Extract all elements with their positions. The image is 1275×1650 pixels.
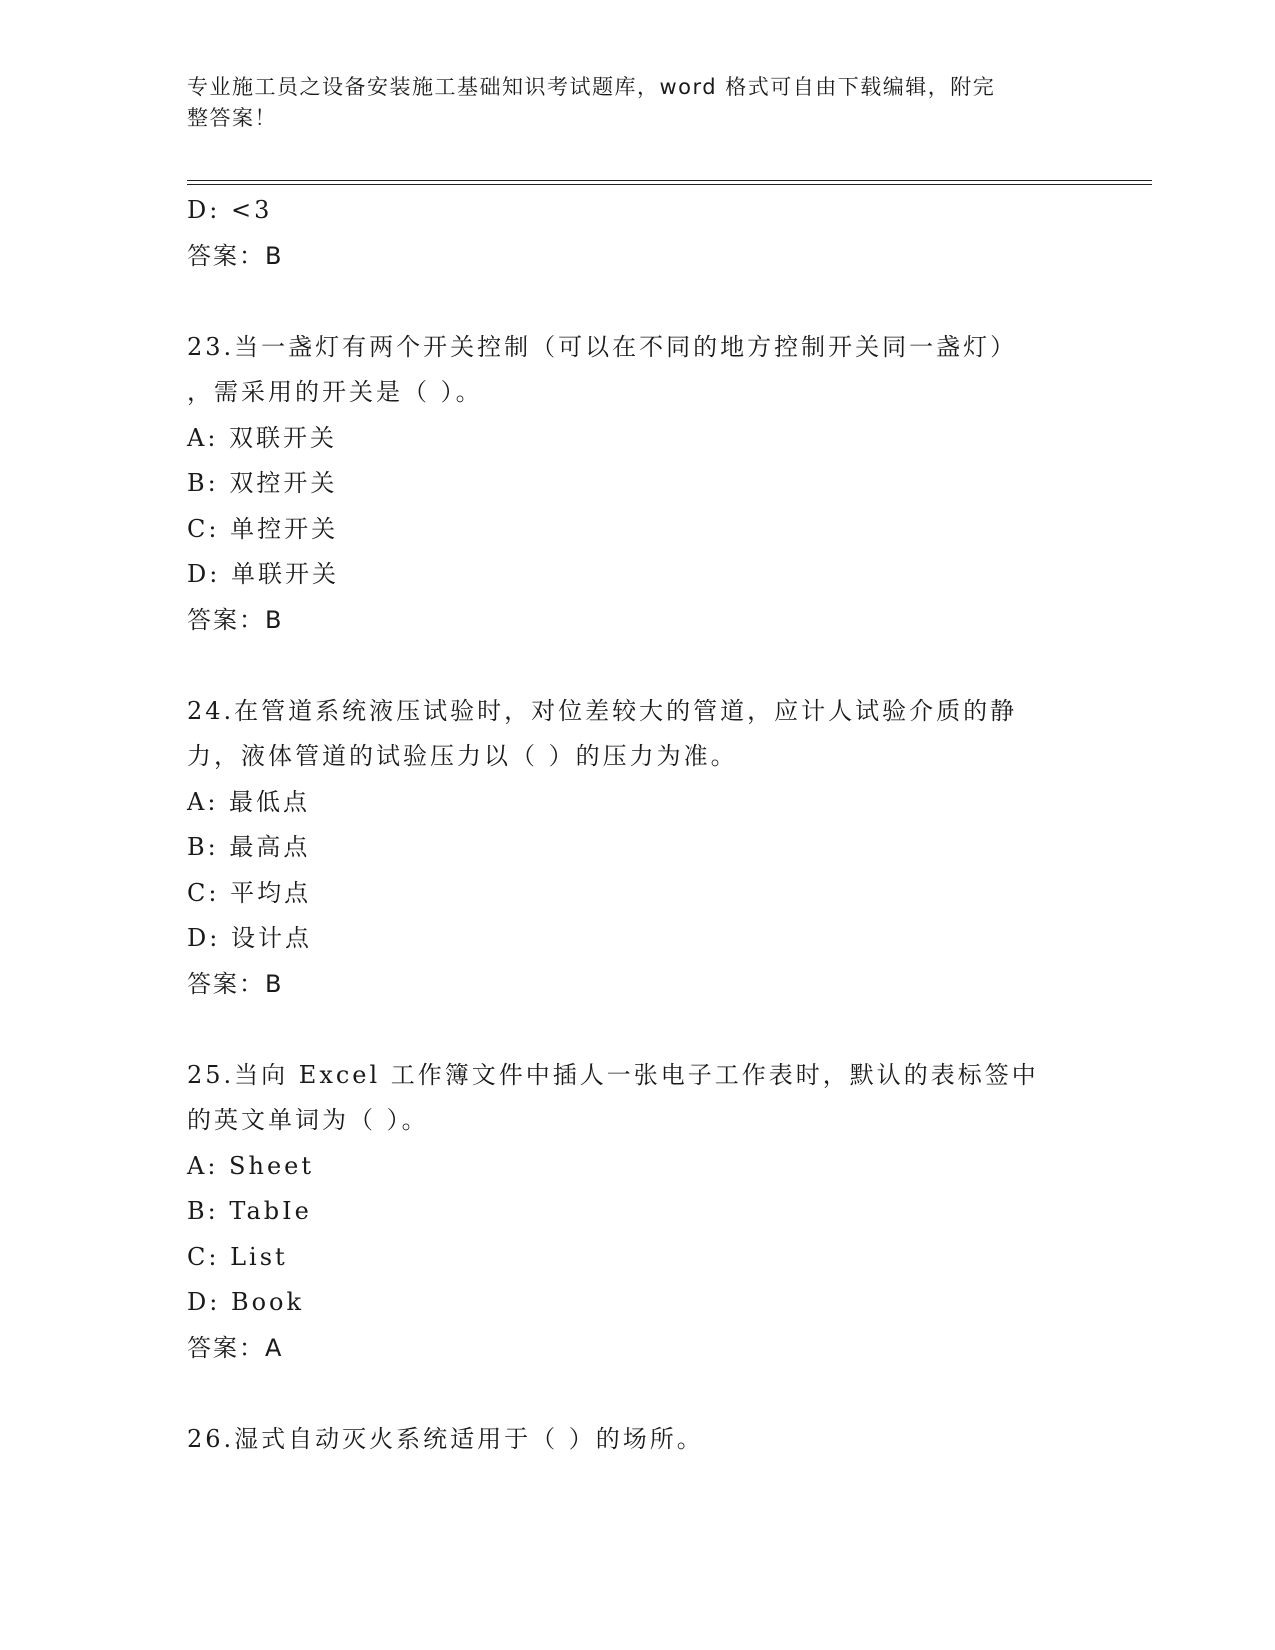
option-a: A: Sheet xyxy=(187,1151,314,1180)
header-divider-bottom xyxy=(187,184,1152,185)
spacer xyxy=(187,1007,1087,1053)
question-text-line-2: ，需采用的开关是（ ）。 xyxy=(187,378,483,406)
option-c: C: 平均点 xyxy=(187,878,312,907)
question-text-line-2: 的英文单词为（ ）。 xyxy=(187,1106,429,1134)
option-c: C: 单控开关 xyxy=(187,514,339,543)
question-text-line-1: 26.湿式自动灭火系统适用于（ ）的场所。 xyxy=(187,1424,704,1453)
option-d: D: Book xyxy=(187,1288,305,1316)
answer: 答案：B xyxy=(187,969,284,998)
question-26 xyxy=(187,1417,1087,1463)
question-content xyxy=(187,188,1087,1462)
header-line-1: 专业施工员之设备安装施工基础知识考试题库，word 格式可自由下载编辑，附完 xyxy=(187,75,996,99)
option-d: D: 设计点 xyxy=(187,924,312,952)
question-text-line-1: 23.当一盏灯有两个开关控制（可以在不同的地方控制开关同一盏灯） xyxy=(187,332,1018,361)
option-c: C: List xyxy=(187,1242,288,1271)
option-a: A: 双联开关 xyxy=(187,423,338,452)
answer: 答案：B xyxy=(187,605,284,634)
prev-option-d: D: <3 xyxy=(187,196,273,224)
header-divider-top xyxy=(187,180,1152,181)
header-line-2: 整答案！ xyxy=(187,106,277,130)
question-text-line-1: 24.在管道系统液压试验时，对位差较大的管道，应计人试验介质的静 xyxy=(187,696,1018,725)
spacer xyxy=(187,1371,1087,1417)
page-header xyxy=(187,72,1067,134)
spacer xyxy=(187,643,1087,689)
option-b: B: 双控开关 xyxy=(187,469,338,497)
question-25 xyxy=(187,1053,1087,1372)
prev-answer: 答案：B xyxy=(187,241,284,270)
spacer xyxy=(187,279,1087,325)
option-b: B: 最高点 xyxy=(187,833,311,861)
option-a: A: 最低点 xyxy=(187,787,311,816)
answer: 答案：A xyxy=(187,1333,284,1362)
question-text-line-2: 力，液体管道的试验压力以（ ）的压力为准。 xyxy=(187,742,738,770)
question-23 xyxy=(187,325,1087,644)
option-b: B: TabIe xyxy=(187,1197,312,1225)
question-text-line-1: 25.当向 Excel 工作簿文件中插人一张电子工作表时，默认的表标签中 xyxy=(187,1060,1039,1089)
question-24 xyxy=(187,689,1087,1008)
option-d: D: 单联开关 xyxy=(187,560,339,588)
